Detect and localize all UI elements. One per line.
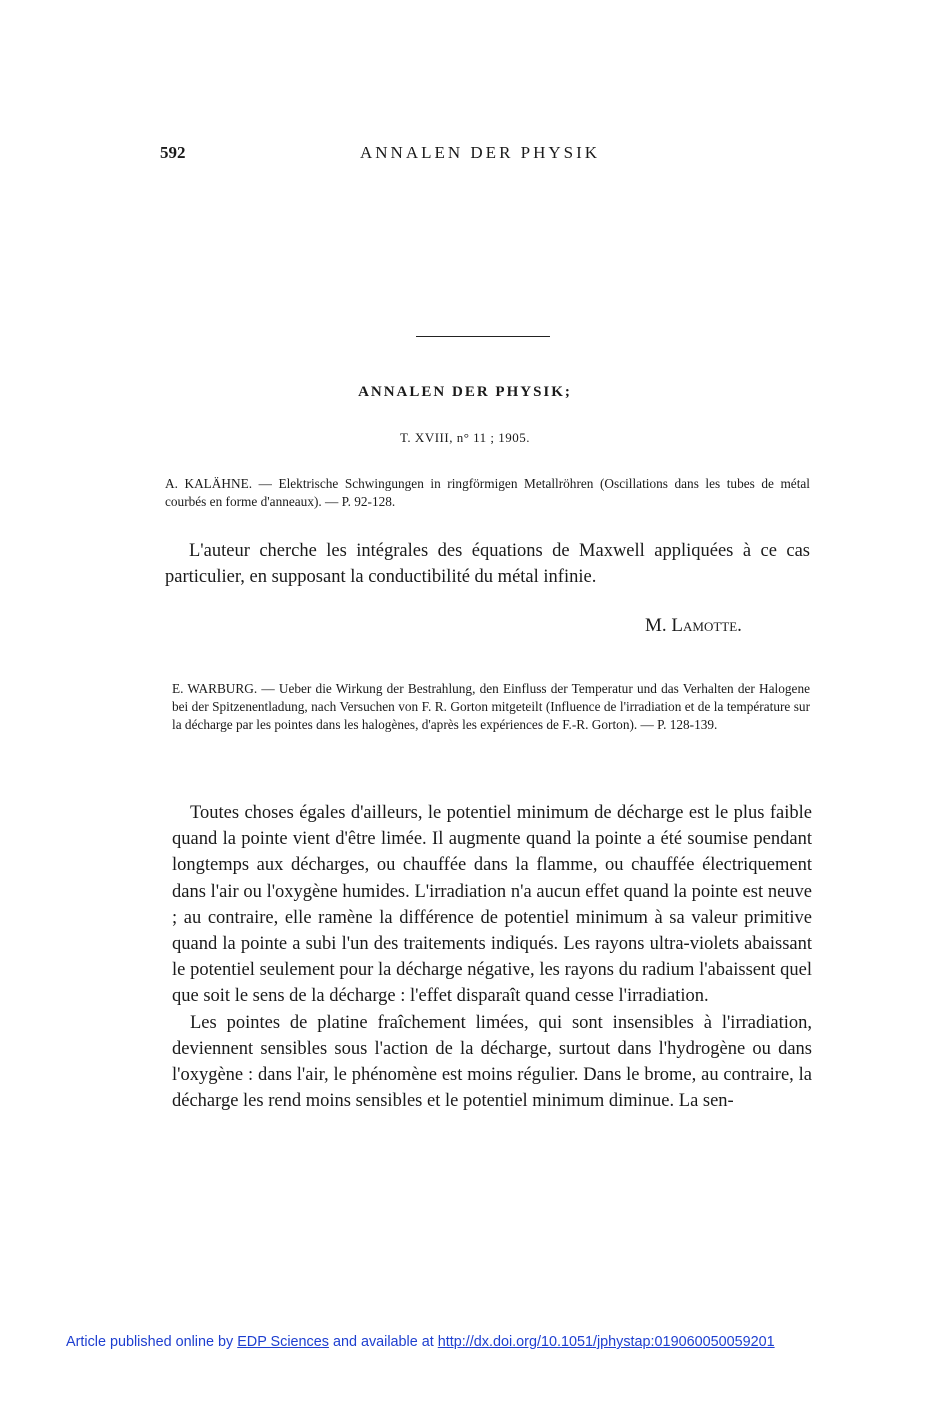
abstract-warburg: [172, 800, 812, 1114]
citation-kalahne: A. KALÄHNE. — Elektrische Schwingungen in ringförmigen Metallröhren (Oscillations dans les tubes de métal courbés en forme d'anneaux). — P. 92-128.: [165, 476, 810, 509]
reviewer-signature: [645, 615, 742, 637]
journal-title: ANNALEN DER PHYSIK;: [358, 384, 572, 400]
paragraph: Les pointes de platine fraîchement limées, qui sont insensibles à l'irradiation, deviennent sensibles sous l'action de la décharge, surtout dans l'hydrogène ou dans l'oxygène : dans l'air, le phénomène est moins régulier. Dans le brome, au contraire, la décharge les rend moins sensibles et le potentiel minimum diminue. La sen-: [172, 1012, 812, 1112]
footer: [66, 1334, 775, 1350]
footer-middle: and available at: [332, 1334, 434, 1350]
citation-warburg: E. WARBURG. — Ueber die Wirkung der Bestrahlung, den Einfluss der Temperatur und das Verhalten der Halogene bei der Spitzenentladung, nach Versuchen von F. R. Gorton mitgeteilt (Influence de l'irradiation et de la température sur la décharge par les pointes dans les halogènes, d'après les expériences de F.-R. Gorton). — P. 128-139.: [172, 681, 810, 732]
doi-link[interactable]: http://dx.doi.org/10.1051/jphystap:019060050059201: [437, 1334, 775, 1350]
page-number: 592: [160, 143, 186, 162]
publisher-link[interactable]: EDP Sciences: [237, 1334, 329, 1350]
reviewer-name: Lamotte.: [671, 615, 742, 636]
footer-prefix: Article published online by: [66, 1334, 234, 1350]
volume-line: T. XVIII, n° 11 ; 1905.: [399, 430, 531, 445]
reviewer-initial: M.: [645, 615, 667, 636]
paragraph: Toutes choses égales d'ailleurs, le potentiel minimum de décharge est le plus faible quand la pointe vient d'être limée. Il augmente quand la pointe a été soumise pendant longtemps aux décharges, ou chauffée dans la flamme, ou chauffée électriquement dans l'air ou l'oxygène humides. L'irradiation n'a aucun effet quand la pointe est neuve ; au contraire, elle ramène la différence de potentiel minimum à sa valeur primitive quand la pointe a subi l'un des traitements indiqués. Les rayons ultra-violets abaissant le potentiel seulement pour la décharge négative, les rayons du radium l'abaissent quel que soit le sens de la décharge : l'effet disparaît quand cesse l'irradiation.: [172, 803, 812, 1007]
running-head: ANNALEN DER PHYSIK: [360, 143, 601, 162]
section-divider: [416, 336, 550, 337]
abstract-kalahne: L'auteur cherche les intégrales des équations de Maxwell appliquées à ce cas particulier, en supposant la conductibilité du métal infinie.: [165, 541, 810, 588]
